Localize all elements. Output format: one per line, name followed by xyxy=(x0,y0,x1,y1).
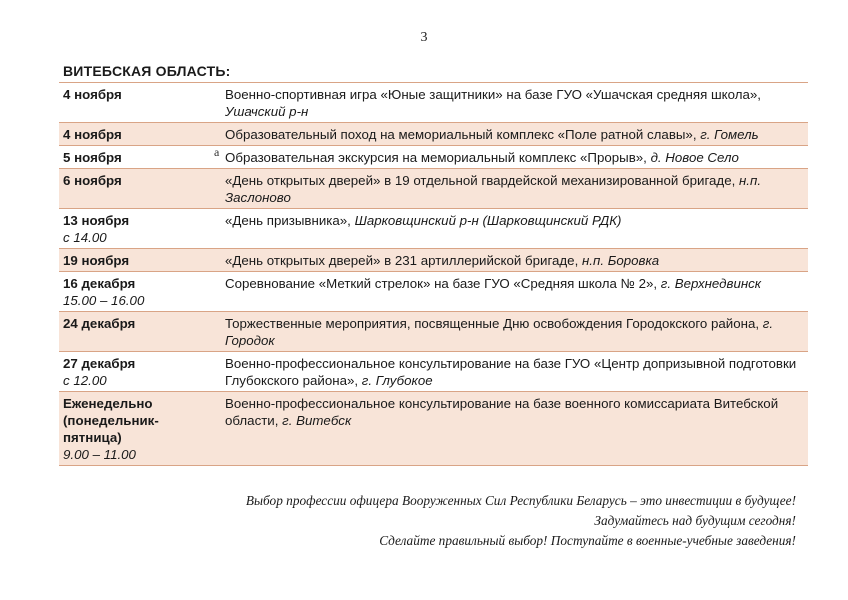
events-table xyxy=(59,82,808,466)
event-date: 5 ноября xyxy=(63,150,122,165)
event-row xyxy=(59,312,808,352)
event-date: Еженедельно (понедельник-пятница) xyxy=(63,396,159,445)
event-description: Соревнование «Меткий стрелок» на базе ГУО «Средняя школа № 2», xyxy=(225,276,658,291)
event-time: 15.00 – 16.00 xyxy=(63,293,145,308)
event-time: с 14.00 xyxy=(63,230,107,245)
event-date: 4 ноября xyxy=(63,127,122,142)
event-date-cell xyxy=(59,392,221,466)
event-time: с 12.00 xyxy=(63,373,107,388)
event-description: Военно-спортивная игра «Юные защитники» на базе ГУО «Ушачская средняя школа», xyxy=(225,87,761,102)
event-date-cell xyxy=(59,352,221,392)
event-date: 27 декабря xyxy=(63,356,136,371)
event-place: г. Глубокое xyxy=(361,373,433,388)
event-description: Образовательный поход на мемориальный комплекс «Поле ратной славы», xyxy=(225,127,697,142)
event-description-cell xyxy=(221,312,808,352)
region-title: ВИТЕБСКАЯ ОБЛАСТЬ: xyxy=(63,63,231,79)
margin-handwritten-mark: a xyxy=(214,145,220,159)
event-description-cell xyxy=(221,146,808,169)
event-description-cell xyxy=(221,169,808,209)
event-time: 9.00 – 11.00 xyxy=(63,447,136,462)
event-date-cell xyxy=(59,123,221,146)
event-description: «День призывника», xyxy=(225,213,351,228)
event-date-cell xyxy=(59,272,221,312)
event-description-cell xyxy=(221,272,808,312)
event-place: г. Витебск xyxy=(282,413,352,428)
event-date: 6 ноября xyxy=(63,173,122,188)
event-description: Торжественные мероприятия, посвященные Дню освобождения Городокского района, xyxy=(225,316,760,331)
event-description: «День открытых дверей» в 19 отдельной гвардейской механизированной бригаде, xyxy=(225,173,736,188)
event-date-cell xyxy=(59,249,221,272)
page-number: 3 xyxy=(420,30,428,45)
event-place: н.п. Боровка xyxy=(581,253,660,268)
event-description-cell xyxy=(221,352,808,392)
footer-slogan xyxy=(246,491,796,551)
event-description-cell xyxy=(221,249,808,272)
event-date-cell xyxy=(59,169,221,209)
event-place: г. Верхнедвинск xyxy=(660,276,762,291)
event-date: 24 декабря xyxy=(63,316,136,331)
event-description-cell xyxy=(221,83,808,123)
event-date-cell xyxy=(59,209,221,249)
event-date: 19 ноября xyxy=(63,253,130,268)
event-row xyxy=(59,249,808,272)
event-date: 4 ноября xyxy=(63,87,122,102)
footer-line-3: Сделайте правильный выбор! Поступайте в военные-учебные заведения! xyxy=(379,533,796,548)
event-row xyxy=(59,209,808,249)
event-description: Образовательная экскурсия на мемориальный комплекс «Прорыв», xyxy=(225,150,647,165)
event-row xyxy=(59,83,808,123)
event-row xyxy=(59,146,808,169)
event-description-cell xyxy=(221,209,808,249)
event-description-cell xyxy=(221,392,808,466)
event-place: г. Гомель xyxy=(700,127,759,142)
event-row xyxy=(59,392,808,466)
event-row xyxy=(59,272,808,312)
event-description: Военно-профессиональное консультирование на базе военного комиссариата Витебской области, xyxy=(225,396,779,428)
event-date-cell xyxy=(59,312,221,352)
event-date: 13 ноября xyxy=(63,213,130,228)
event-place: г. Городок xyxy=(225,316,774,348)
event-place: Шарковщинский р-н (Шарковщинский РДК) xyxy=(354,213,622,228)
event-row xyxy=(59,352,808,392)
event-description: Военно-профессиональное консультирование на базе ГУО «Центр допризывной подготовки Глубокского района», xyxy=(225,356,797,388)
event-row xyxy=(59,123,808,146)
event-place: н.п. Заслоново xyxy=(225,173,762,205)
event-place: д. Новое Село xyxy=(650,150,739,165)
event-description-cell xyxy=(221,123,808,146)
event-date-cell xyxy=(59,146,221,169)
footer-line-2: Задумайтесь над будущим сегодня! xyxy=(594,513,796,528)
event-date-cell xyxy=(59,83,221,123)
event-description: «День открытых дверей» в 231 артиллерийской бригаде, xyxy=(225,253,579,268)
footer-line-1: Выбор профессии офицера Вооруженных Сил Республики Беларусь – это инвестиции в будущее! xyxy=(245,493,796,508)
event-date: 16 декабря xyxy=(63,276,136,291)
event-row xyxy=(59,169,808,209)
event-place: Ушачский р-н xyxy=(225,104,309,119)
